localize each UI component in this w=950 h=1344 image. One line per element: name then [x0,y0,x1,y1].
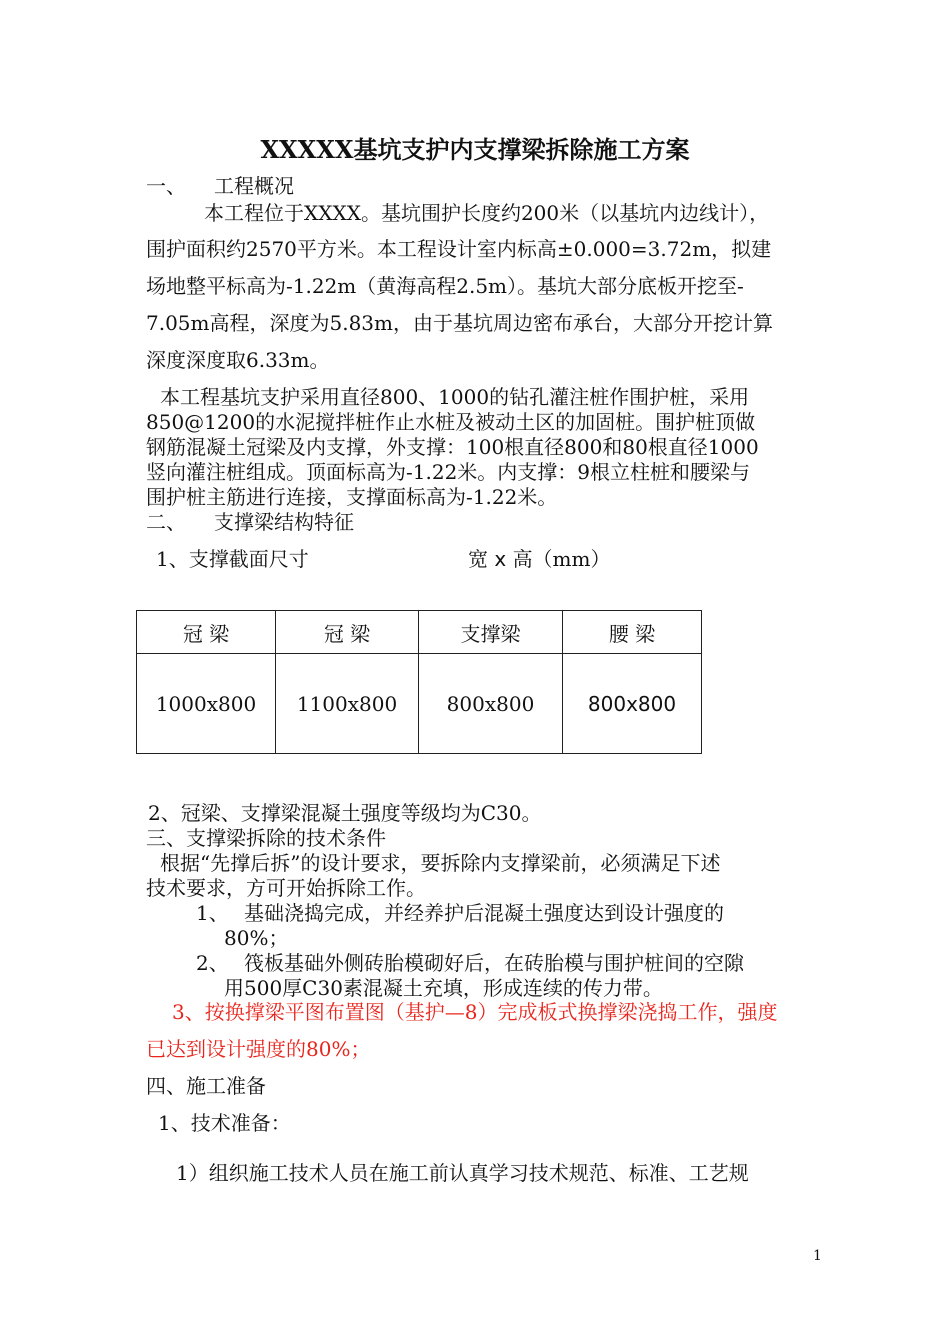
table-cell: 1100x800 [276,654,419,754]
unit-width: 宽 [468,547,488,571]
section1-heading: 工程概况 [214,174,294,198]
highlighted-condition3-line: 已达到设计强度的80%； [146,1037,371,1061]
paragraph-line: 围护面积约2570平方米。本工程设计室内标高±0.000=3.72m，拟建 [146,237,772,261]
page-number: 1 [813,1248,822,1264]
table-header-cell: 冠 梁 [276,611,419,654]
paragraph-line: 筏板基础外侧砖胎模砌好后，在砖胎模与围护桩间的空隙 [244,951,744,975]
paragraph-line: 80%； [224,926,289,950]
table-cell: 800x800 [419,654,563,754]
unit-times: x [494,547,507,571]
page-title: XXXXX基坑支护内支撑梁拆除施工方案 [260,135,690,164]
paragraph-line: 本工程位于XXXX。基坑围护长度约200米（以基坑内边线计）， [204,201,770,225]
paragraph-line: 深度深度取6.33m。 [146,348,330,372]
section1-number: 一、 [146,174,186,198]
table-header-row [137,611,702,654]
section3-heading: 三、支撑梁拆除的技术条件 [146,826,386,850]
table-header-cell: 支撑梁 [419,611,563,654]
paragraph-line: 7.05m高程，深度为5.83m，由于基坑周边密布承台，大部分开挖计算 [146,311,773,335]
highlighted-condition3-line: 3、按换撑梁平图布置图（基护—8）完成板式换撑梁浇捣工作，强度 [172,1000,778,1024]
paragraph-line: 本工程基坑支护采用直径800、1000的钻孔灌注桩作围护桩，采用 [160,385,750,409]
paragraph-line: 技术要求，方可开始拆除工作。 [146,876,426,900]
paragraph-line: 竖向灌注桩组成。顶面标高为-1.22米。内支撑：9根立柱桩和腰梁与 [146,460,751,484]
condition1-number: 1、 [196,901,229,925]
section2-number: 二、 [146,510,186,534]
section2-item2: 2、冠梁、支撑梁混凝土强度等级均为C30。 [148,801,542,825]
paragraph-line: 850@1200的水泥搅拌桩作止水桩及被动土区的加固桩。围护桩顶做 [146,410,756,434]
paragraph-line: 1）组织施工技术人员在施工前认真学习技术规范、标准、工艺规 [176,1161,749,1185]
section2-item1-label: 1、支撑截面尺寸 [156,547,309,571]
section2-item1-unit [468,546,611,572]
table-cell: 800x800 [563,654,702,754]
section4-heading: 四、施工准备 [146,1074,266,1098]
table-row [137,654,702,754]
paragraph-line: 根据“先撑后拆”的设计要求，要拆除内支撑梁前，必须满足下述 [160,851,721,875]
table-header-cell: 腰 梁 [563,611,702,654]
unit-height: 高（mm） [512,547,611,571]
paragraph-line: 场地整平标高为-1.22m（黄海高程2.5m）。基坑大部分底板开挖至- [146,274,744,298]
table-header-cell: 冠 梁 [137,611,276,654]
paragraph-line: 围护桩主筋进行连接，支撑面标高为-1.22米。 [146,485,558,509]
paragraph-line: 用500厚C30素混凝土充填，形成连续的传力带。 [224,976,663,1000]
section2-heading: 支撑梁结构特征 [214,510,354,534]
table-cell: 1000x800 [137,654,276,754]
section4-subheading: 1、技术准备： [158,1111,291,1135]
paragraph-line: 钢筋混凝土冠梁及内支撑，外支撑：100根直径800和80根直径1000 [146,435,759,459]
section-size-table [136,610,702,754]
condition2-number: 2、 [196,951,229,975]
paragraph-line: 基础浇捣完成，并经养护后混凝土强度达到设计强度的 [244,901,724,925]
